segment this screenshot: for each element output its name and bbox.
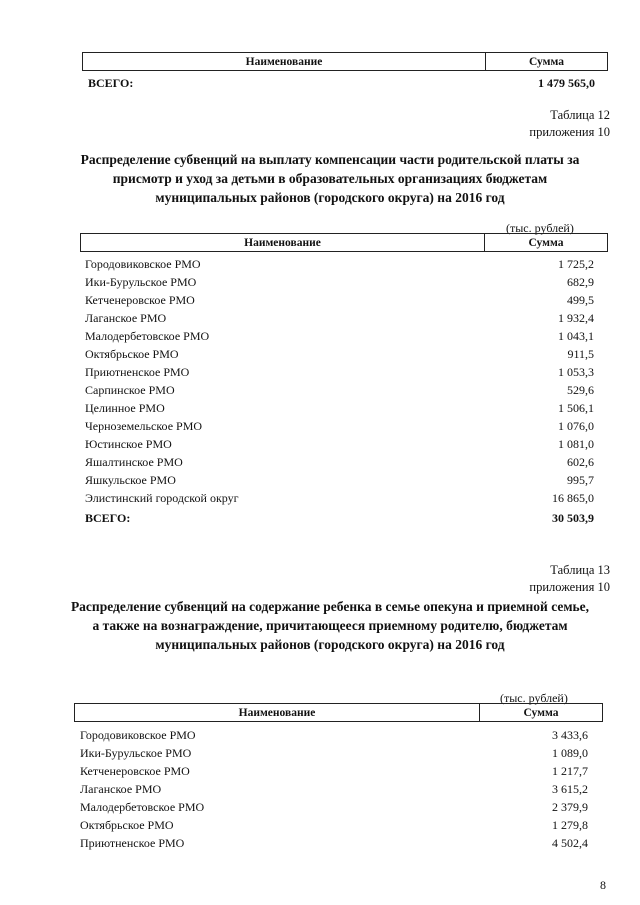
- table-row: [85, 453, 594, 471]
- row-value: 1 053,3: [558, 365, 594, 379]
- header-sum: Сумма: [529, 55, 564, 68]
- row-value: 3 615,2: [552, 782, 588, 796]
- row-value: 1 089,0: [552, 746, 588, 760]
- table-row: [85, 417, 594, 435]
- table-row: [85, 399, 594, 417]
- row-name: Сарпинское РМО: [85, 383, 175, 397]
- row-name: Юстинское РМО: [85, 437, 172, 451]
- row-name: Яшалтинское РМО: [85, 455, 183, 469]
- table-row: [85, 291, 594, 309]
- table-number: Таблица 12: [550, 108, 610, 122]
- total-label: ВСЕГО:: [88, 76, 134, 90]
- row-value: 911,5: [567, 347, 594, 361]
- row-value: 995,7: [567, 473, 594, 487]
- row-value: 1 217,7: [552, 764, 588, 778]
- row-value: 499,5: [567, 293, 594, 307]
- header-name: Наименование: [83, 53, 486, 70]
- row-name: Ики-Бурульское РМО: [80, 746, 192, 760]
- row-name: Элистинский городской округ: [85, 491, 239, 505]
- row-value: 16 865,0: [552, 491, 594, 505]
- table-row: [85, 471, 594, 489]
- row-value: 1 081,0: [558, 437, 594, 451]
- row-value: 529,6: [567, 383, 594, 397]
- table-reference: [529, 107, 610, 141]
- table-row: [85, 363, 594, 381]
- row-name: Кетченеровское РМО: [80, 764, 190, 778]
- row-value: 2 379,9: [552, 800, 588, 814]
- table-row: [85, 381, 594, 399]
- table-row: [85, 255, 594, 273]
- header-sum: Сумма: [528, 236, 564, 249]
- row-name: Целинное РМО: [85, 401, 165, 415]
- row-name: Городовиковское РМО: [80, 728, 196, 742]
- table-number: Таблица 13: [550, 563, 610, 577]
- table-title: Распределение субвенций на выплату компенсации части родительской платы за присмотр и уход за детьми в образовательных организациях бюджетам муниципальных районов (городского округа) на 2016 год: [80, 152, 580, 205]
- total-label: ВСЕГО:: [85, 511, 131, 525]
- table-header: [80, 233, 608, 252]
- row-value: 1 076,0: [558, 419, 594, 433]
- table-row: [85, 435, 594, 453]
- table-title: Распределение субвенций на содержание ребенка в семье опекуна и приемной семье, а также на вознаграждение, причитающееся приемному родителю, бюджетам муниципальных районов (городского округа) на 2016 год: [70, 599, 590, 652]
- row-value: 1 043,1: [558, 329, 594, 343]
- row-name: Приютненское РМО: [85, 365, 190, 379]
- row-name: Октябрьское РМО: [80, 818, 174, 832]
- row-name: Малодербетовское РМО: [85, 329, 210, 343]
- table-row: [80, 780, 588, 798]
- row-value: 1 725,2: [558, 257, 594, 271]
- table-row: [85, 273, 594, 291]
- header-name: Наименование: [75, 704, 480, 721]
- row-value: 602,6: [567, 455, 594, 469]
- table-header: [74, 703, 603, 722]
- total-value: 30 503,9: [552, 511, 594, 525]
- row-name: Приютненское РМО: [80, 836, 185, 850]
- table-row: [80, 798, 588, 816]
- table-row: [85, 309, 594, 327]
- total-value: 1 479 565,0: [538, 76, 595, 90]
- row-value: 1 279,8: [552, 818, 588, 832]
- row-name: Черноземельское РМО: [85, 419, 203, 433]
- row-value: 682,9: [567, 275, 594, 289]
- table-row: [85, 345, 594, 363]
- header-name: Наименование: [81, 234, 485, 251]
- table-reference: [529, 562, 610, 596]
- row-value: 3 433,6: [552, 728, 588, 742]
- row-name: Яшкульское РМО: [85, 473, 176, 487]
- row-value: 1 932,4: [558, 311, 594, 325]
- row-name: Октябрьское РМО: [85, 347, 179, 361]
- header-sum: Сумма: [523, 706, 559, 719]
- appendix-reference: приложения 10: [529, 580, 610, 594]
- table-row: [80, 834, 588, 852]
- table-row: [80, 744, 588, 762]
- row-name: Ики-Бурульское РМО: [85, 275, 197, 289]
- table-row: [85, 489, 594, 507]
- table-row: [80, 816, 588, 834]
- row-value: 1 506,1: [558, 401, 594, 415]
- row-value: 4 502,4: [552, 836, 588, 850]
- appendix-reference: приложения 10: [529, 125, 610, 139]
- row-name: Малодербетовское РМО: [80, 800, 205, 814]
- table-row: [80, 762, 588, 780]
- total-row: [88, 74, 595, 92]
- table-row: [85, 327, 594, 345]
- table-header: [82, 52, 608, 71]
- row-name: Кетченеровское РМО: [85, 293, 195, 307]
- total-row: [85, 509, 594, 527]
- row-name: Лаганское РМО: [80, 782, 162, 796]
- row-name: Городовиковское РМО: [85, 257, 201, 271]
- page-number: 8: [600, 878, 606, 892]
- row-name: Лаганское РМО: [85, 311, 167, 325]
- table-row: [80, 726, 588, 744]
- unit-label: (тыс. рублей): [506, 221, 574, 235]
- unit-label: (тыс. рублей): [500, 691, 568, 705]
